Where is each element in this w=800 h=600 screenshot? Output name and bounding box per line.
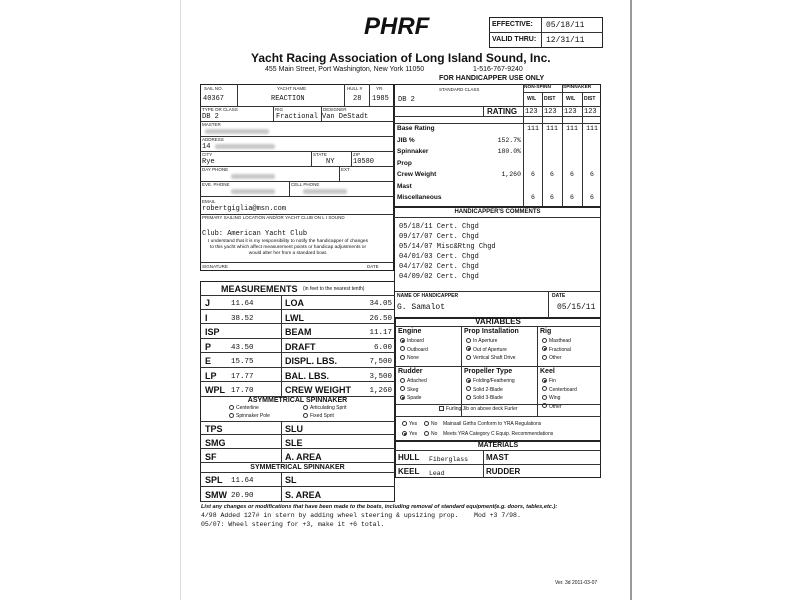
option-label: Centerboard [549, 386, 577, 393]
variable-option[interactable] [542, 347, 571, 353]
measurement-label: SLU [285, 424, 303, 434]
comment-line: 05/14/07 Misc&Rtng Chgd [399, 243, 496, 251]
email-label: EMAIL [202, 199, 216, 204]
measurement-value: 43.50 [231, 343, 254, 352]
year-value: 1985 [372, 95, 389, 103]
rating-row-detail: 180.0% [497, 148, 521, 155]
q2-text: Meets YRA Category C Equip. Recommendations [443, 431, 554, 437]
rating-row-label: Miscellaneous [397, 194, 442, 201]
comments-title: HANDICAPPER'S COMMENTS [454, 209, 541, 215]
option-label: Folding/Feathering [473, 378, 515, 384]
asym-spinnaker-title: ASYMMETRICAL SPINNAKER [247, 397, 348, 404]
measurement-label: E [205, 356, 212, 366]
club-value: Club: American Yacht Club [202, 230, 308, 238]
measurement-label: DRAFT [285, 341, 316, 352]
variable-option[interactable] [542, 378, 556, 384]
version-footer: Ver. 3d 2011-03-07 [555, 580, 598, 586]
master-redacted [205, 129, 269, 134]
spin-wl-label: W/L [566, 96, 576, 102]
rating-row-value: 6 [550, 194, 554, 201]
measurement-label: WPL [205, 385, 225, 395]
form-title: PHRF [364, 13, 430, 40]
measurement-value: 11.17 [369, 329, 392, 337]
q2-no[interactable]: No [424, 431, 437, 437]
divider [281, 472, 282, 487]
radio-icon [400, 378, 405, 383]
hull-number-label: HULL # [347, 86, 363, 91]
rating-row-value: 111 [566, 125, 578, 132]
handicapper-use-label: FOR HANDICAPPER USE ONLY [439, 75, 545, 82]
materials-title: MATERIALS [477, 442, 519, 449]
divider [281, 368, 282, 383]
variable-option[interactable] [466, 387, 503, 393]
option-label: Fractional [549, 346, 571, 353]
rating-row-value: 111 [546, 125, 558, 132]
rating-row-detail: 152.7% [497, 136, 521, 144]
option-label: In Aperture [473, 338, 498, 344]
divider [281, 324, 282, 339]
non-spinn-label: NON-SPINN [524, 85, 551, 90]
measurement-label: BEAM [285, 327, 312, 337]
hull-material-label: HULL [398, 453, 420, 462]
measurement-label: J [205, 298, 211, 308]
rating-label: RATING [487, 107, 518, 116]
address-number: 14 [202, 143, 211, 151]
city-label: CITY [202, 152, 213, 157]
eve-phone-label: EVE. PHONE [202, 182, 230, 187]
radio-icon [466, 386, 471, 391]
measurement-value: 20.90 [231, 492, 254, 500]
measurement-value: 38.52 [231, 314, 254, 323]
rig-label: RIG [275, 107, 284, 112]
asym-opt-centerline[interactable]: Centerline [229, 405, 259, 411]
org-address: 455 Main Street, Port Washington, New York 11050 [265, 66, 425, 73]
radio-icon [466, 395, 471, 400]
rating-box [394, 84, 601, 207]
variable-option[interactable] [466, 378, 515, 384]
radio-icon [303, 413, 308, 418]
variable-option[interactable] [466, 395, 503, 401]
variable-group-label: Rig [540, 328, 552, 335]
modifications-line-1: 4/98 Added 127# in stern by adding wheel steering & upsizing prop. Mod +3 7/98. [201, 512, 521, 519]
option-label: Inboard [407, 338, 424, 344]
zip-label: ZIP [353, 152, 361, 157]
radio-icon [542, 346, 547, 351]
yacht-name-label: YACHT NAME [277, 86, 307, 91]
asym-opt-articulating[interactable]: Articulating Sprit [303, 405, 346, 411]
variable-option[interactable] [400, 395, 421, 401]
radio-icon [424, 421, 429, 426]
org-phone: 1-516-767-9240 [473, 66, 523, 73]
spin-dist-label: DIST [584, 96, 596, 102]
rating-row-value: 111 [527, 125, 539, 132]
comment-line: 05/18/11 Cert. Chgd [399, 223, 479, 231]
option-label: Fin [549, 378, 556, 384]
rating-row-value: 6 [570, 171, 574, 178]
divider [281, 449, 282, 463]
yacht-name-value: REACTION [271, 95, 305, 103]
option-label: Attached [407, 378, 427, 384]
variable-option[interactable] [542, 387, 577, 393]
modifications-label: List any changes or modifications that have been made to the boats, including removal of standard equipment(e.g. doors, tables,etc.): [201, 504, 558, 510]
valid-thru-label: VALID THRU: [492, 36, 537, 43]
measurement-label: TPS [205, 424, 223, 434]
divider [281, 421, 282, 435]
rating-nonspin-dist: 123 [544, 108, 557, 116]
measurement-label: LOA [285, 298, 304, 308]
measurement-label: DISPL. LBS. [285, 356, 338, 366]
ext-label: EXT [341, 167, 350, 172]
divider [281, 310, 282, 325]
rating-row-label: JIB % [397, 136, 415, 144]
primary-location-label: PRIMARY SAILING LOCATION AND/OR YACHT CLUB ON L I SOUND [202, 215, 345, 220]
sym-spinnaker-title: SYMMETRICAL SPINNAKER [250, 464, 345, 471]
measurement-label: LP [205, 370, 217, 381]
variable-option[interactable] [400, 378, 427, 384]
measurement-label: SPL [205, 475, 223, 485]
handicapper-name: G. Samalot [397, 303, 446, 312]
measurement-label: SMG [205, 438, 226, 448]
modifications-line-2: 05/07: Wheel steering for +3, make it +6 total. [201, 521, 385, 528]
radio-icon [466, 378, 471, 383]
cell-phone-label: CELL PHONE [291, 182, 320, 187]
divider [281, 435, 282, 449]
type-value: DB 2 [202, 113, 219, 121]
measurement-value: 15.75 [231, 358, 254, 366]
hull-material-value: Fiberglass [429, 456, 469, 463]
option-label: Masthead [549, 338, 571, 344]
radio-icon [400, 338, 405, 343]
option-label: None [407, 355, 419, 361]
designer-label: DESIGNER [323, 107, 347, 112]
measurement-label: P [205, 341, 212, 352]
year-label: YR. [376, 86, 384, 91]
radio-icon [400, 346, 405, 351]
variable-option[interactable] [400, 355, 419, 361]
option-label: Other [549, 355, 562, 361]
eve-phone-redacted [231, 189, 275, 194]
mast-material-label: MAST [486, 453, 509, 462]
measurement-label: SLE [285, 438, 303, 448]
address-redacted [215, 144, 275, 149]
type-label: TYPE OR CLASS [202, 107, 238, 112]
rig-value: Fractional [276, 113, 319, 121]
measurement-label: SF [205, 452, 217, 462]
divider [281, 382, 282, 397]
rating-row-value: 6 [590, 194, 594, 201]
variable-group-label: Engine [398, 328, 422, 335]
measurement-value: 34.05 [369, 300, 392, 308]
rating-row-label: Mast [397, 182, 412, 190]
option-label: Skeg [407, 386, 419, 393]
sail-no-value: 40367 [203, 95, 225, 103]
divider [281, 487, 282, 502]
variable-option[interactable] [400, 387, 418, 393]
comment-line: 09/17/07 Cert. Chgd [399, 233, 479, 241]
rating-spin-dist: 123 [584, 108, 597, 116]
measurements-title: MEASUREMENTS [221, 284, 298, 294]
measurement-label: SL [285, 475, 297, 485]
comment-line: 04/17/02 Cert. Chgd [399, 263, 479, 271]
measurement-label: A. AREA [285, 452, 322, 462]
divider [281, 295, 282, 310]
measurement-row [200, 472, 395, 487]
effective-label: EFFECTIVE: [492, 21, 533, 28]
day-phone-redacted [231, 174, 275, 179]
measurement-label: SMW [205, 490, 227, 500]
handicapper-name-label: NAME OF HANDICAPPER [397, 293, 459, 299]
zip-value: 10580 [353, 158, 375, 166]
signature-date-label: DATE [367, 264, 379, 269]
furling-jib-checkbox[interactable]: Furling Jib on above deck Furler [439, 406, 517, 412]
measurement-label: ISP [205, 327, 220, 337]
measurement-value: 3,500 [369, 372, 392, 381]
measurement-value: 11.64 [231, 477, 254, 485]
radio-icon [466, 355, 471, 360]
variable-group-label: Rudder [398, 368, 423, 375]
rating-row-label: Base Rating [397, 125, 435, 132]
rudder-material-label: RUDDER [486, 467, 521, 476]
rating-row-label: Prop [397, 159, 412, 167]
variable-option[interactable] [466, 355, 516, 361]
checkbox-icon [439, 406, 444, 411]
measurement-value: 7,500 [369, 358, 392, 366]
rating-row-value: 6 [590, 171, 594, 178]
variable-option[interactable] [400, 347, 428, 353]
keel-material-label: KEEL [398, 467, 420, 476]
signature-label: SIGNATURE [202, 264, 228, 269]
radio-icon [303, 405, 308, 410]
org-name: Yacht Racing Association of Long Island Sound, Inc. [251, 51, 551, 65]
email-value: robertgiglia@msn.com [202, 205, 287, 213]
radio-icon [542, 355, 547, 360]
rating-row-detail: 1,260 [501, 171, 521, 178]
nonspin-dist-label: DIST [544, 96, 556, 102]
valid-thru-value: 12/31/11 [546, 36, 585, 45]
radio-icon [229, 413, 234, 418]
nonspin-wl-label: W/L [527, 96, 537, 102]
variable-group-label: Propeller Type [464, 368, 513, 375]
option-label: Wing [549, 395, 561, 401]
asym-opt-fixed-sprit[interactable]: Fixed Sprit [303, 413, 334, 419]
master-label: MASTER [202, 122, 221, 127]
variable-option[interactable] [400, 338, 424, 344]
radio-icon [542, 386, 547, 391]
divider [281, 353, 282, 368]
radio-icon [402, 431, 407, 436]
radio-icon [542, 395, 547, 400]
measurement-label: I [205, 312, 208, 323]
option-label: Spade [407, 395, 422, 401]
rating-nonspin-wl: 123 [525, 108, 538, 116]
variable-group-label: Keel [540, 368, 555, 375]
variable-option[interactable] [542, 338, 571, 344]
comment-line: 04/01/03 Cert. Chgd [399, 253, 479, 261]
measurement-value: 17.77 [231, 372, 254, 381]
variable-option[interactable] [466, 338, 497, 344]
radio-icon [424, 431, 429, 436]
spinnaker-label: SPINNAKER [563, 85, 592, 90]
radio-icon [542, 338, 547, 343]
state-label: STATE [313, 152, 327, 157]
option-label: Other [549, 403, 562, 410]
radio-icon [229, 405, 234, 410]
day-phone-label: DAY PHONE [202, 167, 229, 172]
option-label: Solid 2-Blade [473, 386, 503, 393]
handicapper-date: 05/15/11 [557, 303, 596, 312]
cell-phone-redacted [303, 189, 347, 194]
q1-text: Mainsail Girths Conform to YRA Regulations [443, 421, 542, 427]
hull-number-value: 28 [353, 95, 362, 103]
radio-icon [466, 338, 471, 343]
measurement-label: BAL. LBS. [285, 370, 329, 381]
address-label: ADDRESS [202, 137, 224, 142]
radio-icon [400, 355, 405, 360]
phrf-certificate [180, 0, 632, 600]
divider [281, 339, 282, 354]
q1-yes[interactable]: Yes [402, 421, 417, 427]
rating-spin-wl: 123 [564, 108, 577, 116]
measurement-value: 1,260 [369, 387, 392, 395]
keel-material-value: Lead [429, 470, 445, 477]
handicapper-date-label: DATE [552, 293, 566, 299]
standard-class-value: DB 2 [398, 96, 415, 104]
variable-option[interactable] [466, 347, 507, 353]
option-label: Outboard [407, 346, 428, 353]
option-label: Solid 3-Blade [473, 395, 503, 401]
rating-row-value: 111 [586, 125, 598, 132]
variable-option[interactable] [542, 404, 562, 410]
effective-value: 05/18/11 [546, 21, 585, 30]
option-label: Vertical Shaft Drive [473, 355, 516, 361]
variable-option[interactable] [542, 355, 562, 361]
option-label: Out of Aperture [473, 346, 507, 353]
rating-row-value: 6 [570, 194, 574, 201]
owner-notice: I understand that it is my responsibility to notify the handicapper of changes to this yacht which affect measurement points or handicap adjustments or would alter her from a standard boat. [208, 239, 368, 256]
radio-icon [466, 346, 471, 351]
measurement-value: 26.50 [369, 314, 392, 323]
radio-icon [402, 421, 407, 426]
variables-title: VARIABLES [475, 317, 521, 326]
designer-value: Van DeStadt [322, 113, 369, 121]
q2-yes[interactable]: Yes [402, 431, 417, 437]
measurement-label: CREW WEIGHT [285, 385, 351, 395]
asym-opt-spinnaker-pole[interactable]: Spinnaker Pole [229, 413, 270, 419]
rating-row-label: Spinnaker [397, 148, 429, 155]
rating-row-label: Crew Weight [397, 171, 437, 178]
measurement-label: LWL [285, 312, 304, 323]
radio-icon [400, 386, 405, 391]
variable-group-label: Prop Installation [464, 328, 519, 335]
city-value: Rye [202, 158, 215, 166]
measurement-value: 6.00 [373, 343, 392, 352]
comment-line: 04/09/02 Cert. Chgd [399, 273, 479, 281]
standard-class-label: STANDARD CLASS [439, 87, 480, 92]
rating-row-value: 6 [531, 194, 535, 201]
rating-row-value: 6 [531, 171, 535, 178]
radio-icon [542, 378, 547, 383]
measurement-value: 11.64 [231, 300, 254, 308]
measurements-subtitle: (in feet to the nearest tenth) [303, 286, 365, 292]
measurement-label: S. AREA [285, 490, 322, 500]
state-value: NY [326, 158, 335, 166]
radio-icon [400, 395, 405, 400]
rating-row-value: 6 [550, 171, 554, 178]
sail-no-label: SAIL NO. [204, 86, 223, 91]
radio-icon [542, 403, 547, 408]
q1-no[interactable]: No [424, 421, 437, 427]
measurement-value: 17.70 [231, 387, 254, 395]
variable-option[interactable] [542, 395, 560, 401]
